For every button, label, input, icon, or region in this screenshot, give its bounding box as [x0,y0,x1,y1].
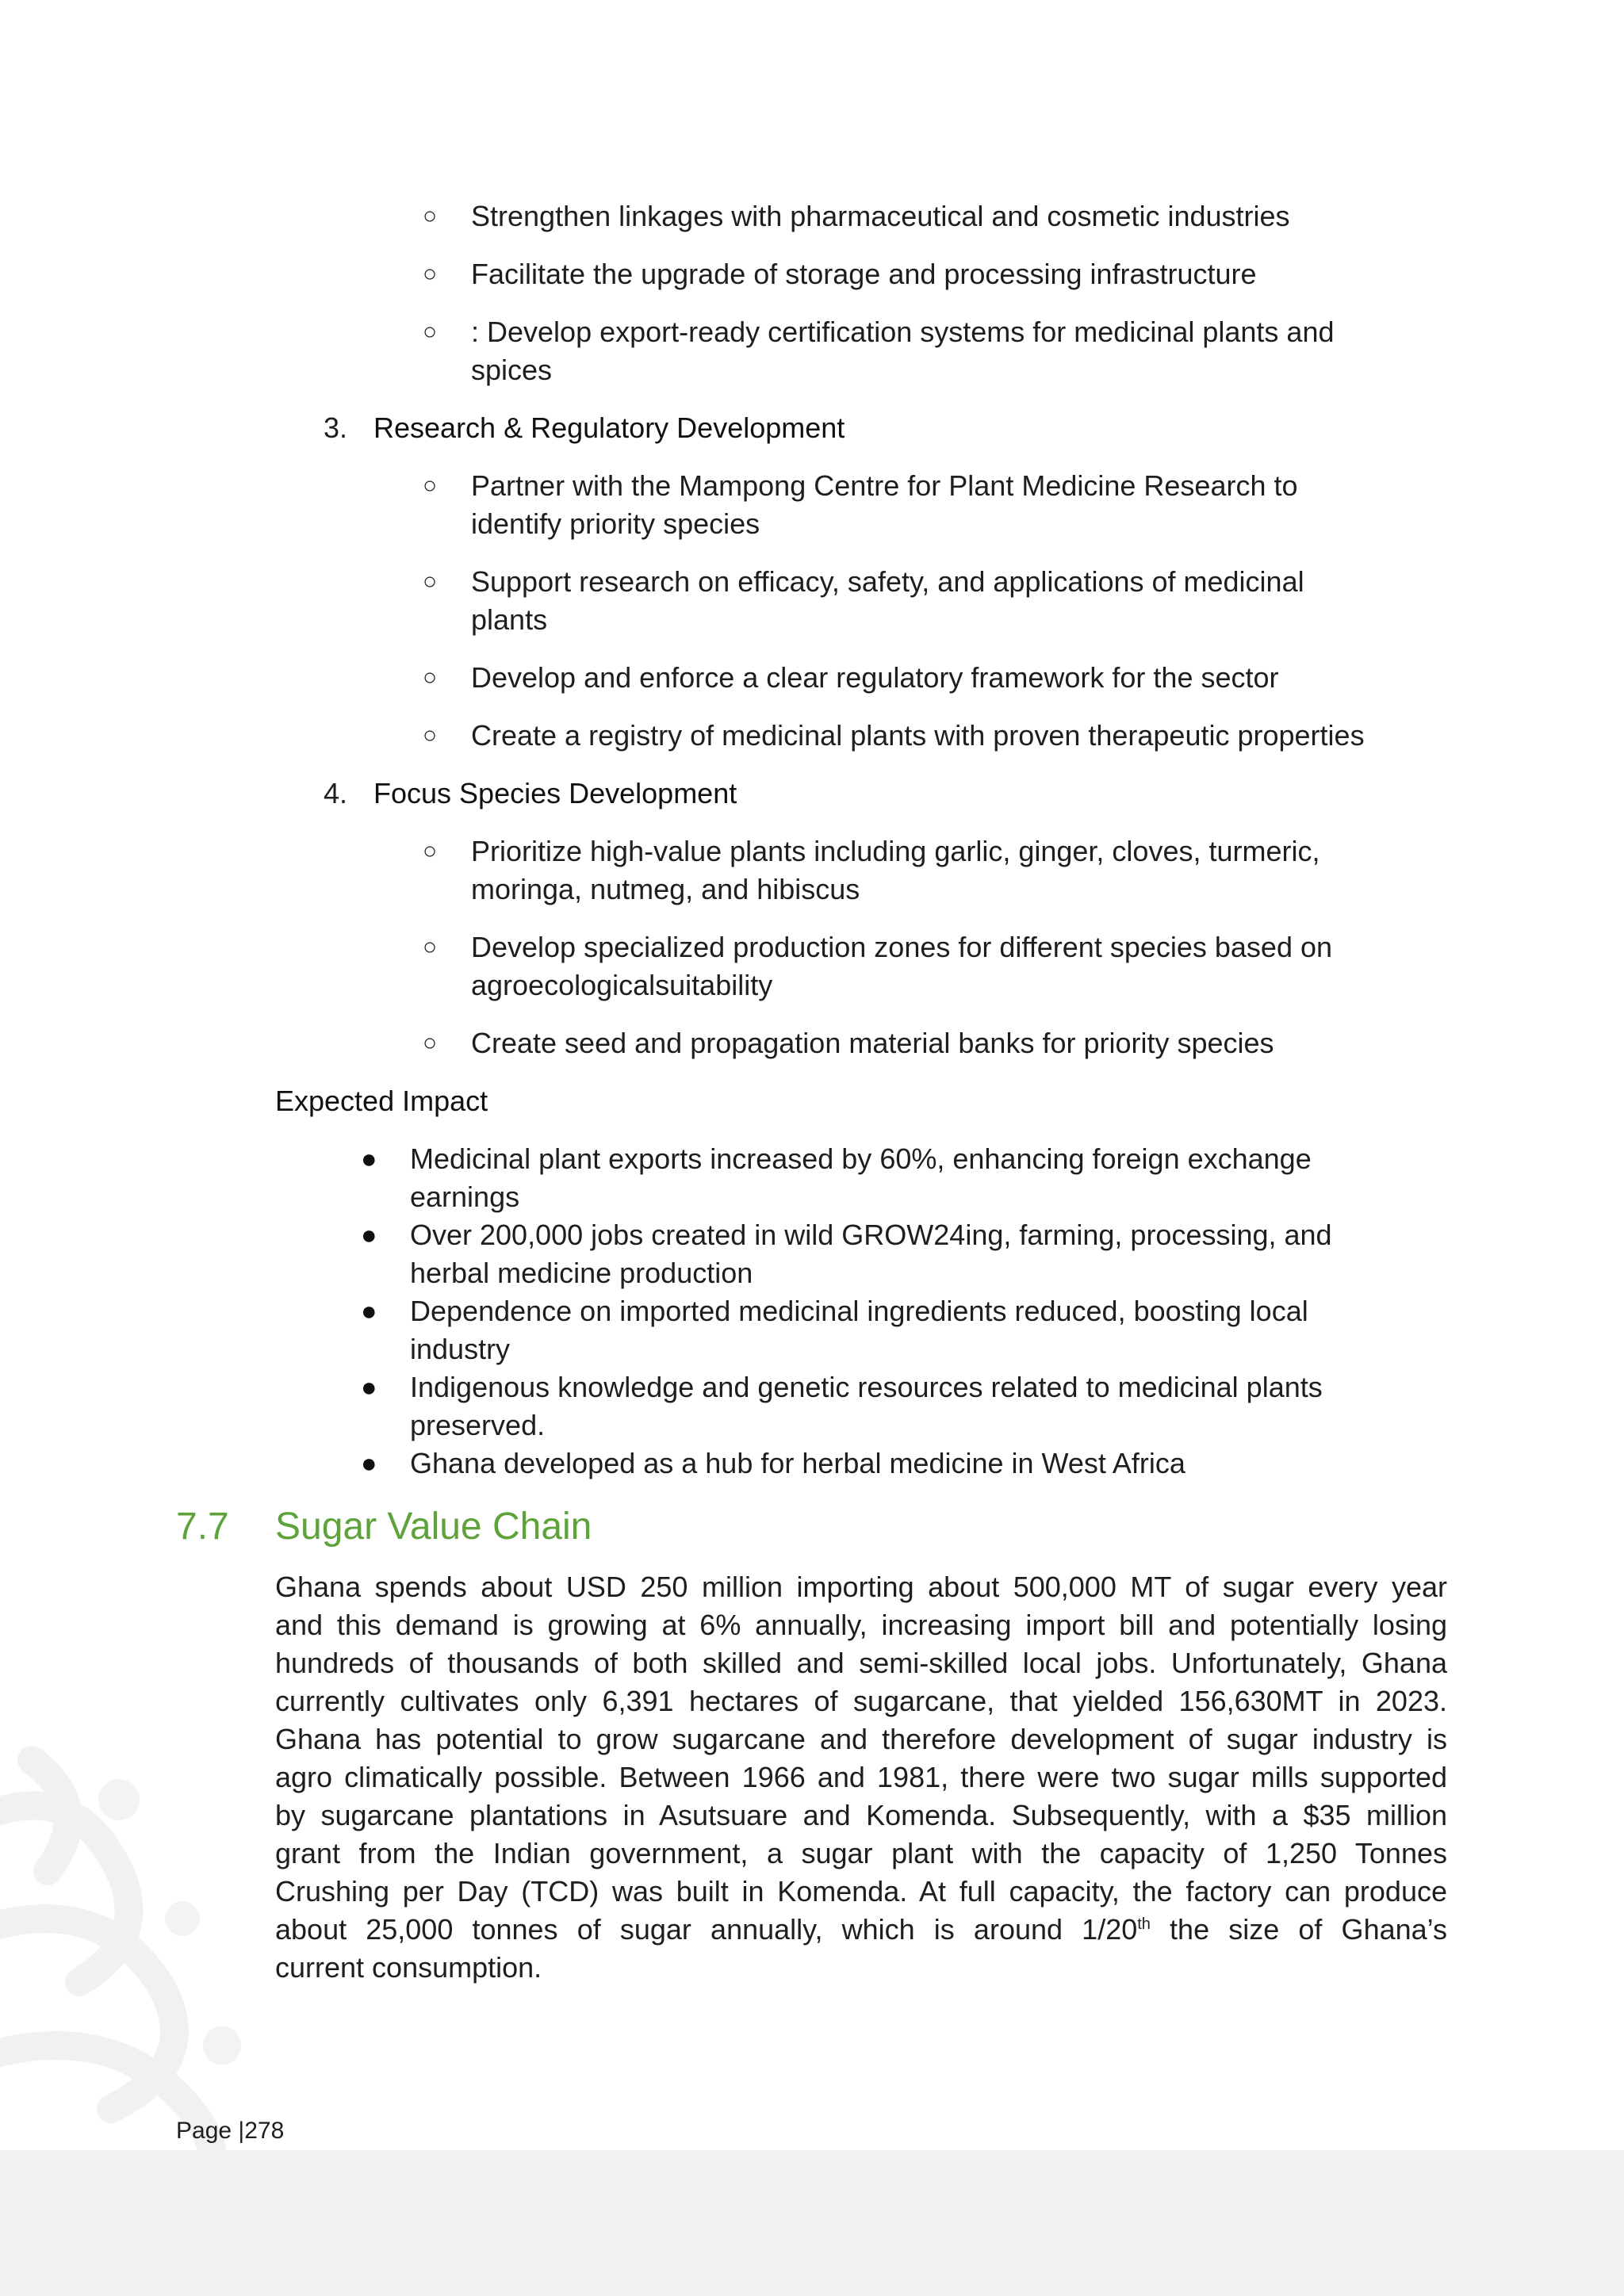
impact-item-text: herbal medicine production [410,1257,753,1289]
list-item-text: agroecologicalsuitability [471,969,773,1001]
ordinal-superscript: th [1137,1915,1151,1933]
impact-item-text: Dependence on imported medicinal ingredients reduced, boosting local [410,1295,1308,1327]
hollow-bullet-icon: ○ [423,568,438,595]
paragraph-line-superscript [275,1911,1447,1949]
paragraph-line: and this demand is growing at 6% annually, increasing import bill and potentially losing [275,1609,1447,1641]
paragraph-line: Crushing per Day (TCD) was built in Komenda. At full capacity, the factory can produce [275,1875,1447,1908]
paragraph-line: Ghana spends about USD 250 million importing about 500,000 MT of sugar every year [275,1571,1447,1603]
page-label: Page [176,2118,232,2144]
filled-bullet-icon: ● [361,1448,377,1479]
list-item-text: Support research on efficacy, safety, and applications of medicinal [471,565,1304,598]
impact-item-text: Ghana developed as a hub for herbal medicine in West Africa [410,1447,1185,1479]
page-number: 278 [244,2118,285,2144]
section-number: 7.7 [176,1506,229,1548]
list-item-text: plants [471,603,548,636]
paragraph-text: about 25,000 tonnes of sugar annually, which is around 1/20 [275,1913,1138,1946]
section-title: Sugar Value Chain [275,1506,592,1548]
impact-item-text: Medicinal plant exports increased by 60%, enhancing foreign exchange [410,1142,1312,1175]
filled-bullet-icon: ● [361,1372,377,1402]
impact-item-text: industry [410,1333,511,1365]
list-item-text: spices [471,354,553,386]
impact-item-text: Indigenous knowledge and genetic resources related to medicinal plants [410,1371,1323,1403]
list-item-text: identify priority species [471,507,760,540]
paragraph-line: Ghana has potential to grow sugarcane and therefore development of sugar industry is [275,1723,1447,1755]
list-item-text: Develop specialized production zones for different species based on [471,931,1333,963]
list-item-text: Strengthen linkages with pharmaceutical and cosmetic industries [471,200,1290,232]
list-item-text: : Develop export-ready certification systems for medicinal plants and [471,316,1335,348]
paragraph-line: current consumption. [275,1951,542,1984]
paragraph-line: currently cultivates only 6,391 hectares of sugarcane, that yielded 156,630MT in 2023. [275,1685,1447,1717]
section-paragraph [275,1568,1447,1987]
impact-item-text: Over 200,000 jobs created in wild GROW24ing, farming, processing, and [410,1219,1332,1251]
list-heading: Focus Species Development [373,777,737,809]
impact-item-text: earnings [410,1181,520,1213]
impact-item-text: preserved. [410,1409,546,1441]
paragraph-line: agro climatically possible. Between 1966 and 1981, there were two sugar mills supported [275,1761,1447,1793]
list-item-text: Facilitate the upgrade of storage and processing infrastructure [471,258,1257,290]
list-number: 4. [324,777,348,809]
page-footer [176,2112,284,2150]
hollow-bullet-icon: ○ [423,319,438,345]
hollow-bullet-icon: ○ [423,934,438,960]
paragraph-line: by sugarcane plantations in Asutsuare and Komenda. Subsequently, with a $35 million [275,1799,1447,1831]
paragraph-line: grant from the Indian government, a sugar plant with the capacity of 1,250 Tonnes [275,1837,1447,1869]
list-heading: Research & Regulatory Development [373,411,845,444]
list-item-text: Partner with the Mampong Centre for Plant Medicine Research to [471,469,1298,502]
list-item-text: Develop and enforce a clear regulatory framework for the sector [471,661,1279,694]
list-item-text: moringa, nutmeg, and hibiscus [471,873,860,905]
hollow-bullet-icon: ○ [423,203,438,229]
hollow-bullet-icon: ○ [423,261,438,287]
list-item-text: Create seed and propagation material banks for priority species [471,1027,1274,1059]
list-number: 3. [324,411,348,444]
list-item-text: Create a registry of medicinal plants with proven therapeutic properties [471,719,1365,752]
filled-bullet-icon: ● [361,1296,377,1326]
list-item-text: Prioritize high-value plants including garlic, ginger, cloves, turmeric, [471,835,1320,867]
hollow-bullet-icon: ○ [423,838,438,864]
expected-impact-heading: Expected Impact [275,1085,488,1117]
paragraph-text: the size of Ghana’s [1150,1913,1447,1946]
page-separator: | [238,2118,245,2144]
hollow-bullet-icon: ○ [423,722,438,748]
footer-band [0,2150,1624,2296]
hollow-bullet-icon: ○ [423,473,438,499]
filled-bullet-icon: ● [361,1220,377,1250]
hollow-bullet-icon: ○ [423,1030,438,1056]
hollow-bullet-icon: ○ [423,664,438,691]
filled-bullet-icon: ● [361,1144,377,1174]
paragraph-line: hundreds of thousands of both skilled and semi-skilled local jobs. Unfortunately, Ghana [275,1647,1447,1679]
